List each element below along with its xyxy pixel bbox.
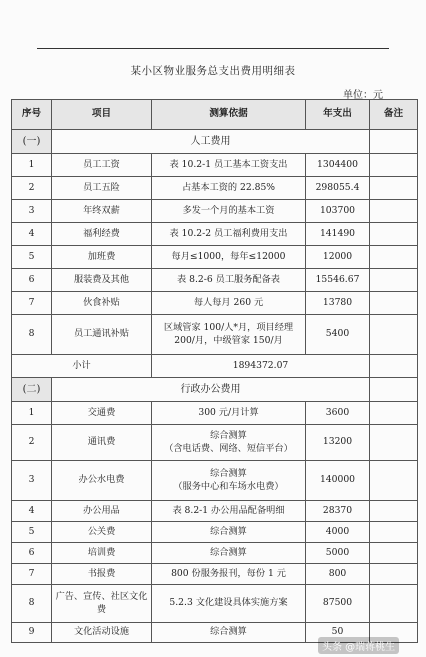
row-item: 交通费 [52,402,152,425]
row-no: 9 [12,623,52,643]
row-item [52,585,152,623]
remark-cell [370,543,418,564]
row-basis: 综合测算 [152,522,306,543]
table-row [12,501,418,522]
row-no: 8 [12,315,52,355]
remark-cell [370,154,418,177]
row-no: 1 [12,402,52,425]
table-row [12,585,418,623]
remark-cell [370,269,418,292]
header-remark: 备注 [370,100,418,130]
row-basis-line1: 综合测算 [210,468,247,480]
row-basis-line2: 200/月，中级管家 150/月 [174,334,283,346]
row-no: 5 [12,522,52,543]
row-basis: 综合测算 [152,543,306,564]
row-amount: 298055.4 [306,177,370,200]
row-no: 8 [12,585,52,623]
row-item: 办公用品 [52,501,152,522]
row-basis [152,315,306,355]
table-row [12,315,418,355]
row-no: 2 [12,177,52,200]
unit-label: 单位：元 [343,90,383,101]
row-basis: 占基本工资的 22.85% [152,177,306,200]
row-item-line1: 广告、宣传、社区文化 [55,591,148,603]
row-no: 5 [12,246,52,269]
remark-cell [370,522,418,543]
row-item: 办公水电费 [52,461,152,501]
row-basis [152,461,306,501]
row-basis [152,425,306,461]
top-rule [37,48,389,49]
row-item: 通讯费 [52,425,152,461]
row-no: 6 [12,269,52,292]
row-no: 2 [12,425,52,461]
row-amount: 4000 [306,522,370,543]
section-code: (二) [12,378,52,402]
watermark: 头条 @瑞蒋桃生 [318,637,399,654]
row-amount: 141490 [306,223,370,246]
section-name: 行政办公费用 [52,378,370,402]
document-title: 某小区物业服务总支出费用明细表 [130,65,296,77]
section-code: (一) [12,130,52,154]
row-amount: 15546.67 [306,269,370,292]
row-amount: 1304400 [306,154,370,177]
subtotal-value: 1894372.07 [152,355,370,378]
row-no: 3 [12,461,52,501]
row-basis: 800 份服务报刊，每份 1 元 [152,564,306,585]
subtotal-row [12,355,418,378]
table-row [12,402,418,425]
remark-cell [370,425,418,461]
subtotal-label: 小计 [12,355,152,378]
expense-table [11,99,418,643]
row-no: 7 [12,292,52,315]
table-header-row [12,100,418,130]
remark-cell [370,130,418,154]
row-basis: 综合测算 [152,623,306,643]
remark-cell [370,378,418,402]
header-item: 项目 [52,100,152,130]
remark-cell [370,564,418,585]
row-item: 员工通讯补贴 [52,315,152,355]
row-basis-line1: 综合测算 [210,430,247,442]
row-amount: 12000 [306,246,370,269]
table-row [12,154,418,177]
remark-cell [370,402,418,425]
remark-cell [370,223,418,246]
row-basis: 表 8.2-1 办公用品配备明细 [152,501,306,522]
row-amount: 800 [306,564,370,585]
row-amount: 87500 [306,585,370,623]
row-item: 加班费 [52,246,152,269]
row-item: 员工五险 [52,177,152,200]
remark-cell [370,461,418,501]
table-row [12,200,418,223]
row-item: 书报费 [52,564,152,585]
remark-cell [370,501,418,522]
row-no: 3 [12,200,52,223]
remark-cell [370,200,418,223]
table-row [12,223,418,246]
row-amount: 13200 [306,425,370,461]
remark-cell [370,315,418,355]
row-no: 4 [12,501,52,522]
table-row [12,246,418,269]
remark-cell [370,585,418,623]
row-item-line2: 费 [96,603,107,615]
row-no: 7 [12,564,52,585]
row-item: 年终双薪 [52,200,152,223]
row-item: 伙食补贴 [52,292,152,315]
row-basis: 每月≤1000，每年≤12000 [152,246,306,269]
table-row [12,177,418,200]
table-row [12,543,418,564]
row-amount: 3600 [306,402,370,425]
row-amount: 140000 [306,461,370,501]
row-item: 员工工资 [52,154,152,177]
row-amount: 103700 [306,200,370,223]
row-basis: 多发一个月的基本工资 [152,200,306,223]
section-row [12,378,418,402]
remark-cell [370,355,418,378]
row-basis: 表 10.2-1 员工基本工资支出 [152,154,306,177]
table-row [12,522,418,543]
table-row [12,425,418,461]
header-basis: 测算依据 [152,100,306,130]
row-amount: 5400 [306,315,370,355]
header-amount: 年支出 [306,100,370,130]
row-item: 福利经费 [52,223,152,246]
row-basis-line2: （含电话费、网络、短信平台） [164,442,293,454]
remark-cell [370,292,418,315]
row-basis: 表 8.2-6 员工服务配备表 [152,269,306,292]
row-no: 1 [12,154,52,177]
row-item: 文化活动设施 [52,623,152,643]
row-item: 公关费 [52,522,152,543]
row-amount: 5000 [306,543,370,564]
row-basis-line1: 区域管家 100/人*月，项目经理 [163,322,294,334]
row-no: 6 [12,543,52,564]
row-basis: 5.2.3 文化建设具体实施方案 [152,585,306,623]
remark-cell [370,177,418,200]
row-basis: 每人每月 260 元 [152,292,306,315]
section-row [12,130,418,154]
table-row [12,269,418,292]
row-amount: 28370 [306,501,370,522]
header-no: 序号 [12,100,52,130]
row-basis-line2: （服务中心和车场水电费） [173,480,284,492]
row-no: 4 [12,223,52,246]
section-name: 人工费用 [52,130,370,154]
row-item: 服装费及其他 [52,269,152,292]
row-amount: 50 [306,623,370,643]
row-amount: 13780 [306,292,370,315]
row-item: 培训费 [52,543,152,564]
row-basis: 300 元/月计算 [152,402,306,425]
row-basis: 表 10.2-2 员工福利费用支出 [152,223,306,246]
table-row [12,292,418,315]
table-row [12,564,418,585]
remark-cell [370,246,418,269]
table-row [12,461,418,501]
